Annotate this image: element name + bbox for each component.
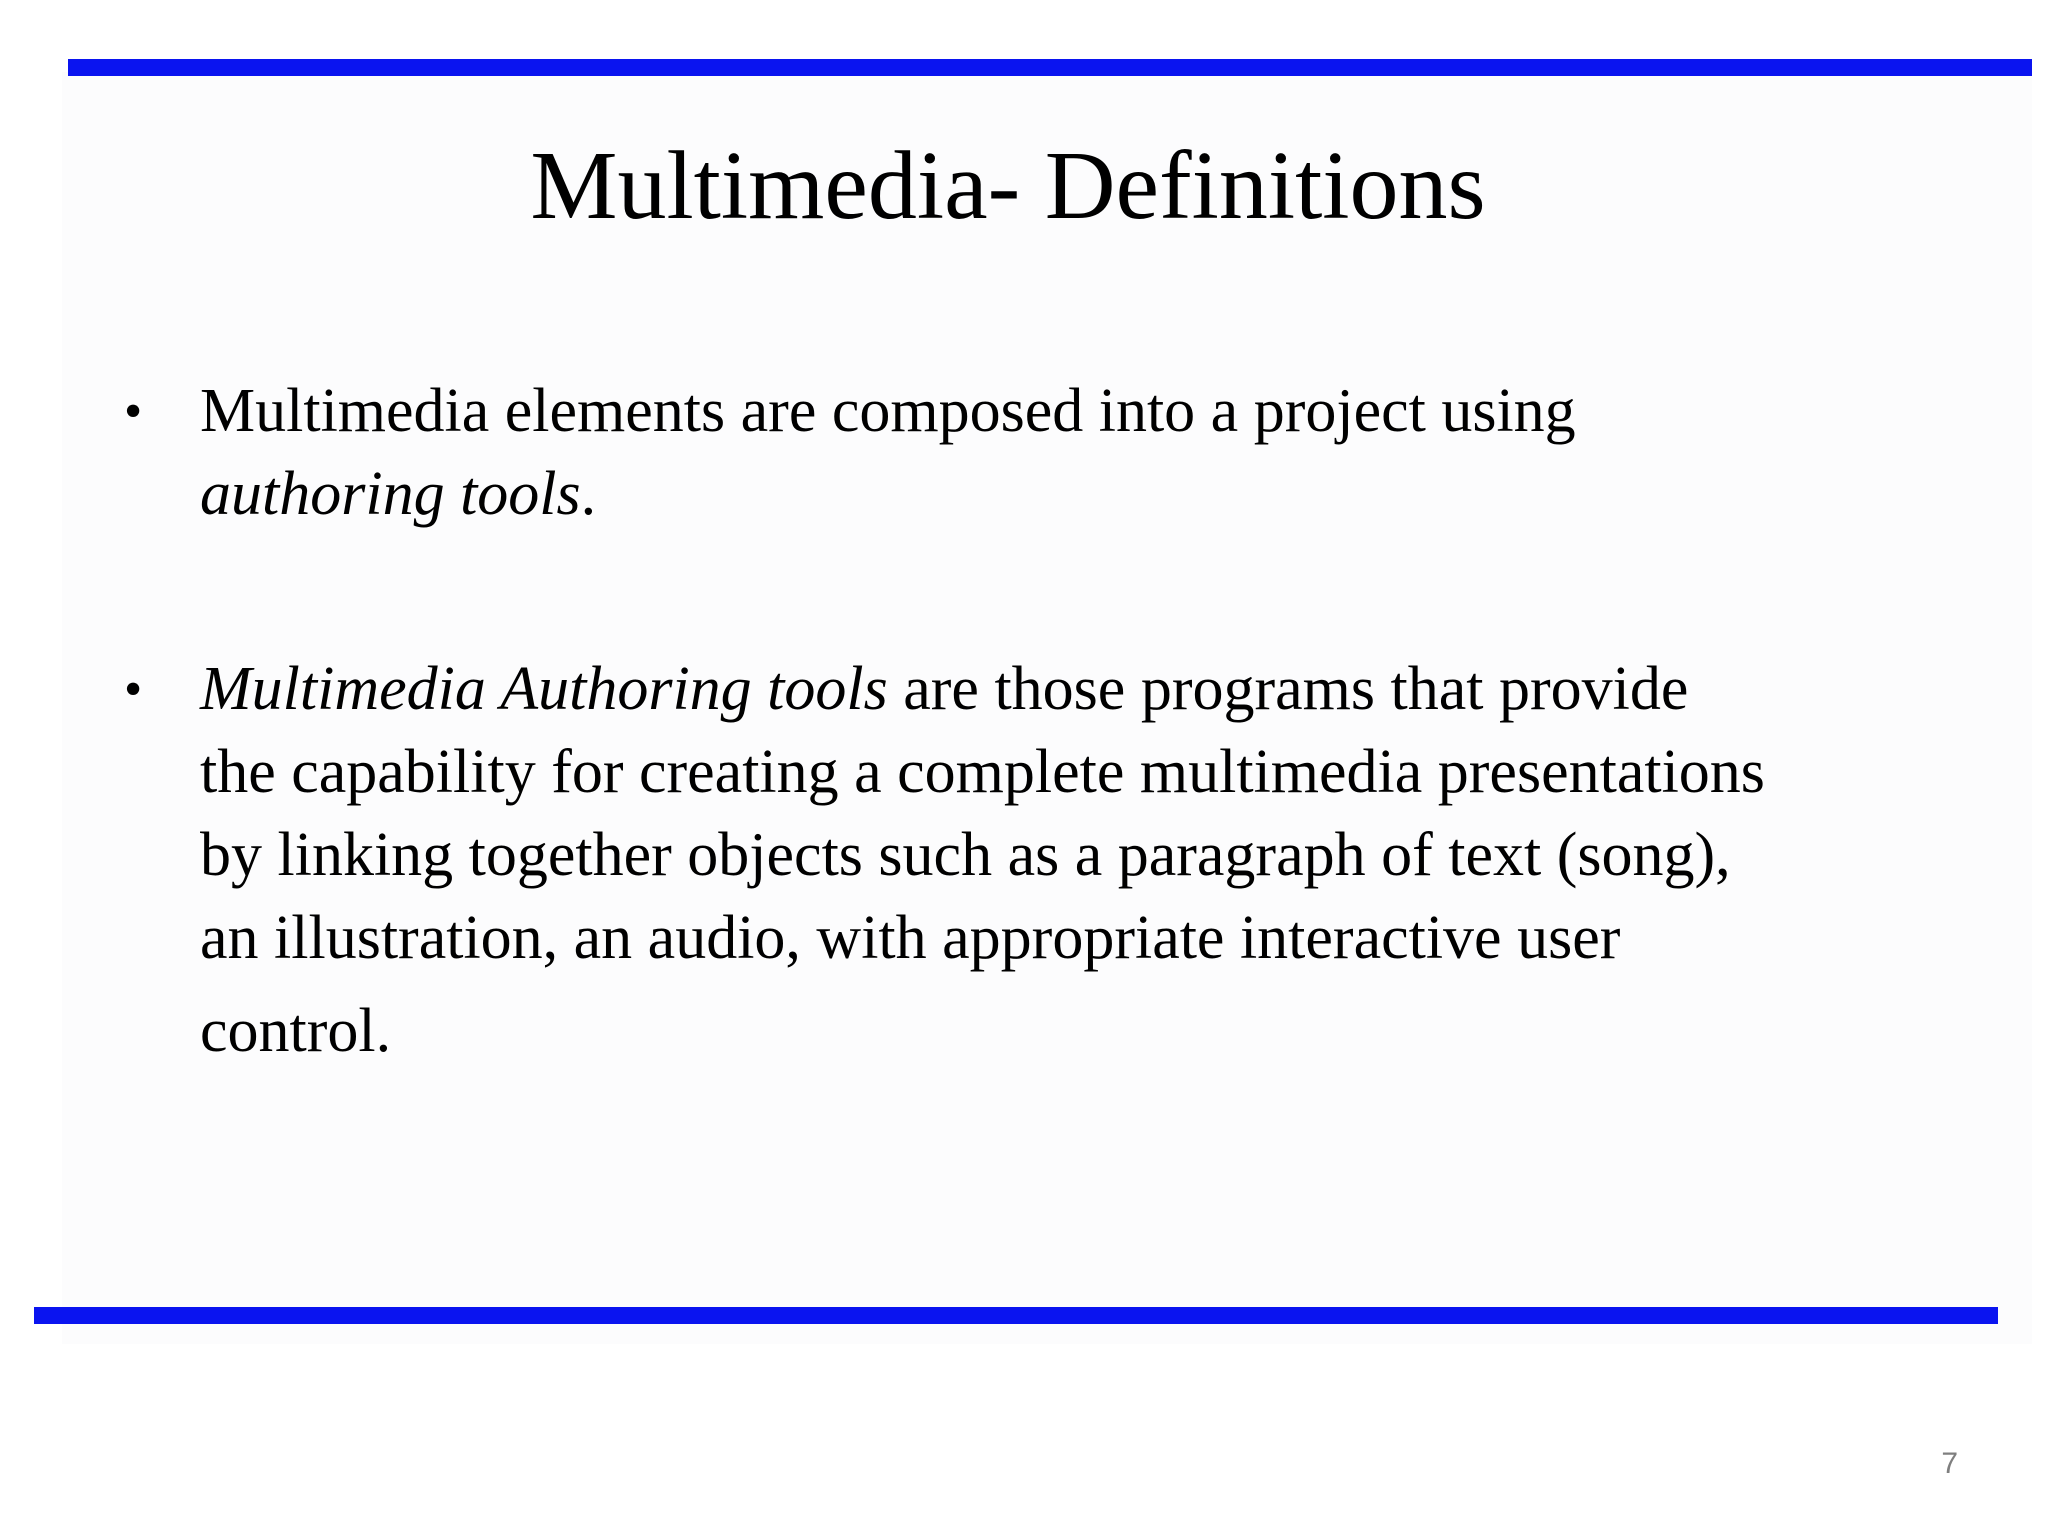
bullet-line: the capability for creating a complete multimedia presentations xyxy=(200,738,1765,806)
bullet-dot-icon: • xyxy=(124,661,143,718)
bullet-line: an illustration, an audio, with appropriate interactive user xyxy=(200,904,1621,972)
bullet-line xyxy=(200,648,1940,731)
page-number: 7 xyxy=(1941,1447,1958,1480)
bullet-text: Multimedia elements are composed into a project using xyxy=(200,377,1576,445)
bullet-item xyxy=(120,370,1940,536)
bullet-line: control. xyxy=(200,997,392,1065)
bullet-line xyxy=(200,370,1940,453)
top-rule xyxy=(68,59,2032,76)
bullet-text: are those programs that provide xyxy=(887,655,1689,723)
bullet-italic-term: Multimedia Authoring tools xyxy=(200,655,888,723)
bullet-text: . xyxy=(580,460,597,528)
bullet-line: by linking together objects such as a paragraph of text (song), xyxy=(200,821,1731,889)
bullet-line xyxy=(200,453,1940,536)
bullet-list xyxy=(120,370,1940,1073)
bullet-item xyxy=(120,648,1940,1073)
bullet-italic-term: authoring tools xyxy=(200,460,581,528)
bullet-dot-icon: • xyxy=(124,383,143,440)
slide-title: Multimedia- Definitions xyxy=(530,132,1486,240)
bottom-rule xyxy=(34,1307,1998,1324)
